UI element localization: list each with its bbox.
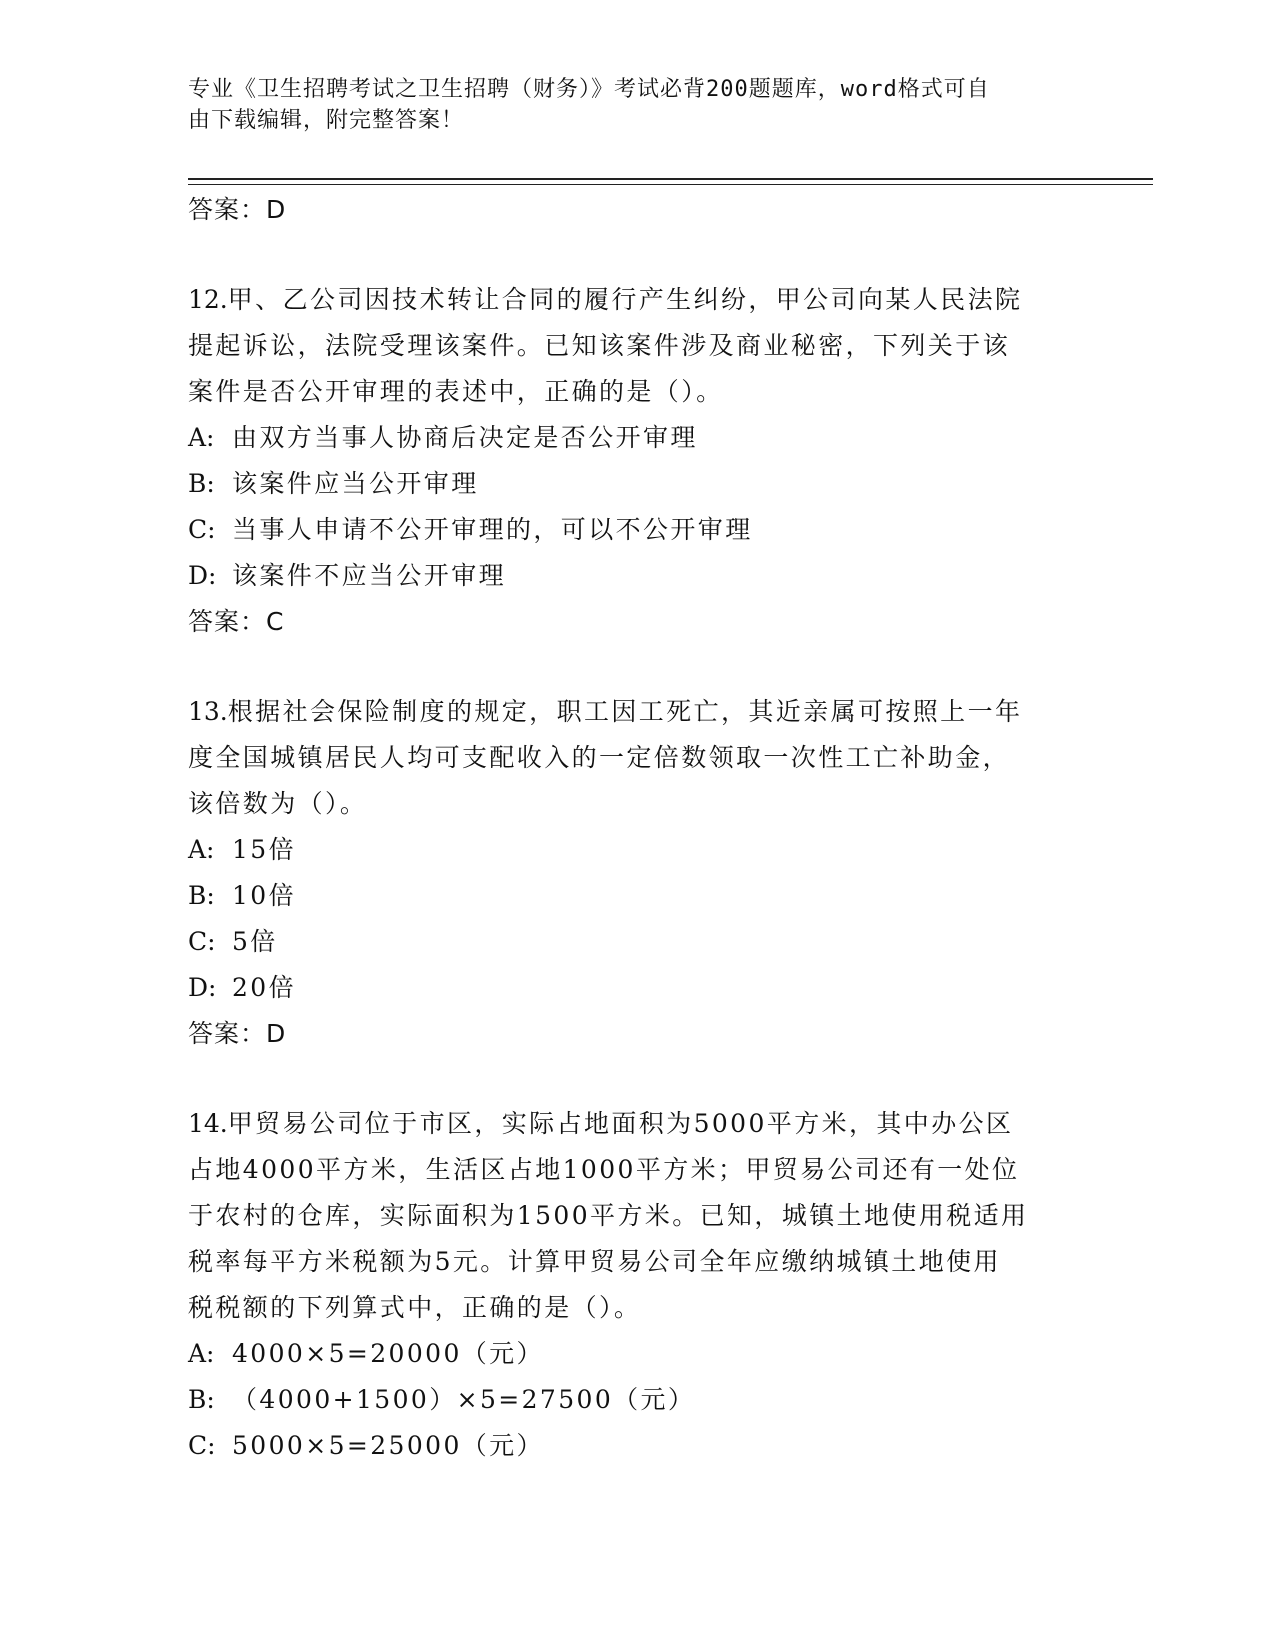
header-line-2: 由下载编辑，附完整答案！ bbox=[188, 108, 465, 133]
option-text: 20倍 bbox=[232, 973, 297, 1002]
stem-line: 提起诉讼，法院受理该案件。已知该案件涉及商业秘密，下列关于该 bbox=[188, 331, 1011, 360]
option-letter: B: bbox=[188, 881, 215, 910]
stem-line: 13.根据社会保险制度的规定，职工因工死亡，其近亲属可按照上一年 bbox=[188, 697, 1023, 726]
stem-line: 税率每平方米税额为5元。计算甲贸易公司全年应缴纳城镇土地使用 bbox=[188, 1247, 1001, 1276]
answer-line: 答案：D bbox=[188, 1019, 287, 1048]
question-stem bbox=[188, 277, 1088, 415]
question-number: 13. bbox=[188, 697, 228, 726]
option-text: 由双方当事人协商后决定是否公开审理 bbox=[232, 423, 698, 452]
option-text: 4000×5=20000（元） bbox=[232, 1339, 544, 1368]
option-text: 15倍 bbox=[232, 835, 297, 864]
stem-line: 税税额的下列算式中，正确的是（）。 bbox=[188, 1293, 642, 1322]
answer-line: 答案：C bbox=[188, 607, 285, 636]
option-d bbox=[188, 553, 1088, 599]
option-c bbox=[188, 1423, 1088, 1469]
option-a bbox=[188, 827, 1088, 873]
option-text: 5000×5=25000（元） bbox=[232, 1431, 544, 1460]
option-letter: A: bbox=[188, 423, 215, 452]
question-14 bbox=[188, 1101, 1088, 1469]
option-b bbox=[188, 1377, 1088, 1423]
option-c bbox=[188, 507, 1088, 553]
option-letter: A: bbox=[188, 835, 215, 864]
option-letter: C: bbox=[188, 515, 216, 544]
stem-line: 14.甲贸易公司位于市区，实际占地面积为5000平方米，其中办公区 bbox=[188, 1109, 1014, 1138]
option-letter: C: bbox=[188, 927, 216, 956]
header-divider-thick bbox=[188, 178, 1153, 180]
option-text: 该案件不应当公开审理 bbox=[232, 561, 507, 590]
option-text: 10倍 bbox=[232, 881, 297, 910]
option-a bbox=[188, 1331, 1088, 1377]
question-stem bbox=[188, 689, 1088, 827]
answer-line: 答案：D bbox=[188, 195, 287, 224]
option-letter: C: bbox=[188, 1431, 216, 1460]
option-letter: B: bbox=[188, 1385, 215, 1414]
stem-line: 该倍数为（）。 bbox=[188, 789, 368, 818]
question-number: 14. bbox=[188, 1109, 228, 1138]
option-letter: B: bbox=[188, 469, 215, 498]
header-line-1: 专业《卫生招聘考试之卫生招聘（财务）》考试必背200题题库，word格式可自 bbox=[188, 77, 990, 102]
header-divider-thin bbox=[188, 184, 1153, 185]
document-header bbox=[188, 74, 1088, 136]
option-text: 5倍 bbox=[232, 927, 278, 956]
stem-line: 于农村的仓库，实际面积为1500平方米。已知，城镇土地使用税适用 bbox=[188, 1201, 1029, 1230]
stem-line: 度全国城镇居民人均可支配收入的一定倍数领取一次性工亡补助金， bbox=[188, 743, 1011, 772]
option-c bbox=[188, 919, 1088, 965]
question-13 bbox=[188, 689, 1088, 1057]
stem-line: 案件是否公开审理的表述中，正确的是（）。 bbox=[188, 377, 724, 406]
option-b bbox=[188, 461, 1088, 507]
option-text: 当事人申请不公开审理的，可以不公开审理 bbox=[232, 515, 753, 544]
option-text: 该案件应当公开审理 bbox=[232, 469, 479, 498]
stem-line: 12.甲、乙公司因技术转让合同的履行产生纠纷，甲公司向某人民法院 bbox=[188, 285, 1023, 314]
option-d bbox=[188, 965, 1088, 1011]
question-number: 12. bbox=[188, 285, 228, 314]
option-text: （4000+1500）×5=27500（元） bbox=[232, 1385, 696, 1414]
option-a bbox=[188, 415, 1088, 461]
option-letter: D: bbox=[188, 973, 217, 1002]
question-list bbox=[188, 187, 1088, 1469]
option-letter: A: bbox=[188, 1339, 215, 1368]
question-12 bbox=[188, 277, 1088, 645]
option-b bbox=[188, 873, 1088, 919]
option-letter: D: bbox=[188, 561, 217, 590]
stem-line: 占地4000平方米，生活区占地1000平方米；甲贸易公司还有一处位 bbox=[188, 1155, 1020, 1184]
question-stem bbox=[188, 1101, 1088, 1331]
